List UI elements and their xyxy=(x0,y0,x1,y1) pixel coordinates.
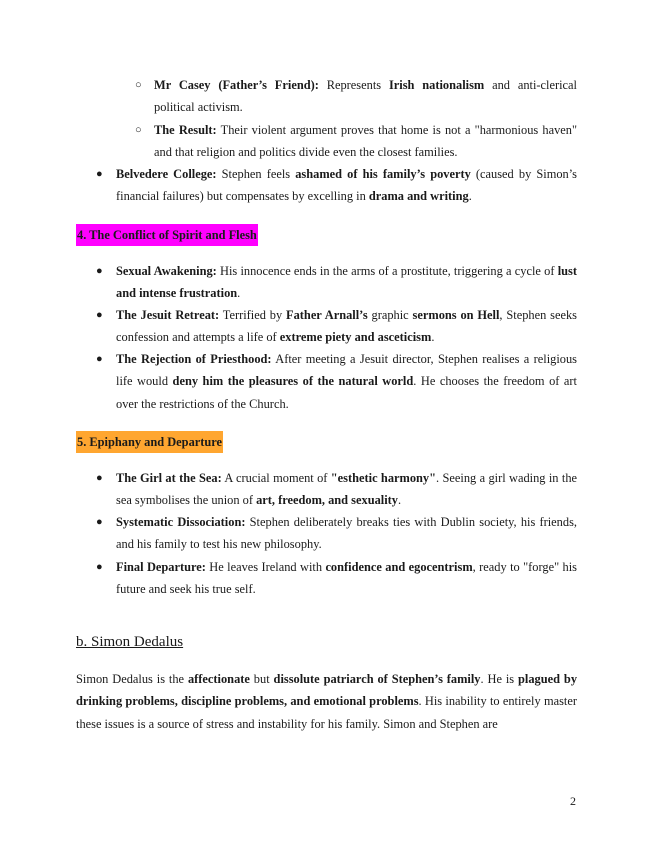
item-label: Belvedere College: xyxy=(116,167,217,181)
list-item-systematic-dissociation: Systematic Dissociation: Stephen deliberately breaks ties with Dublin society, his friends, and his family to test his new philosophy. xyxy=(116,515,577,552)
item-label: The Jesuit Retreat: xyxy=(116,308,220,322)
bullet-marker: ● xyxy=(96,309,103,321)
bullet-marker: ● xyxy=(96,561,103,573)
section-heading-5: 5. Epiphany and Departure xyxy=(76,431,223,453)
list-item-jesuit-retreat: The Jesuit Retreat: Terrified by Father Arnall’s graphic sermons on Hell, Stephen seeks confession and attempts a life of extreme piety and asceticism. xyxy=(116,308,577,345)
item-label: The Girl at the Sea: xyxy=(116,471,222,485)
item-label: The Result: xyxy=(154,123,217,137)
item-label: Sexual Awakening: xyxy=(116,264,217,278)
bullet-marker: ● xyxy=(96,353,103,365)
list-item-final-departure: Final Departure: He leaves Ireland with confidence and egocentrism, ready to "forge" his future and seek his true self. xyxy=(116,560,578,597)
list-item-sexual-awakening: Sexual Awakening: His innocence ends in the arms of a prostitute, triggering a cycle of lust and intense frustration. xyxy=(116,264,577,301)
list-item-the-result: The Result: Their violent argument proves that home is not a "harmonious haven" and that religion and politics divide even the closest families. xyxy=(154,123,578,160)
bullet-marker: ● xyxy=(96,472,103,484)
item-label: Mr Casey (Father’s Friend): xyxy=(154,78,319,92)
bullet-marker: ● xyxy=(96,168,103,180)
section-title-simon-dedalus: b. Simon Dedalus xyxy=(76,634,184,650)
item-label: The Rejection of Priesthood: xyxy=(116,352,272,366)
paragraph-simon-dedalus: Simon Dedalus is the affectionate but dissolute patriarch of Stephen’s family. He is plagued by drinking problems, discipline problems, and emotional problems. His inability to entirely master these issues is a source of stress and instability for his family. Simon and Stephen are xyxy=(76,672,578,731)
list-item-rejection-of-priesthood: The Rejection of Priesthood: After meeting a Jesuit director, Stephen realises a religious life would deny him the pleasures of the natural world. He chooses the freedom of art over the restrictions of the Church. xyxy=(116,352,577,411)
bullet-marker: ● xyxy=(96,265,103,277)
list-item-mr-casey: Mr Casey (Father’s Friend): Represents Irish nationalism and anti-clerical political activism. xyxy=(154,78,577,115)
page-number: 2 xyxy=(570,794,576,808)
sub-bullet-marker: ○ xyxy=(135,79,142,91)
sub-bullet-marker: ○ xyxy=(135,124,142,136)
list-item-belvedere-college: Belvedere College: Stephen feels ashamed of his family’s poverty (caused by Simon’s financial failures) but compensates by excelling in drama and writing. xyxy=(116,167,578,204)
item-label: Systematic Dissociation: xyxy=(116,515,246,529)
bullet-marker: ● xyxy=(96,516,103,528)
section-heading-4: 4. The Conflict of Spirit and Flesh xyxy=(76,224,258,246)
item-label: Final Departure: xyxy=(116,560,206,574)
list-item-girl-at-the-sea: The Girl at the Sea: A crucial moment of "esthetic harmony". Seeing a girl wading in the sea symbolises the union of art, freedom, and sexuality. xyxy=(116,471,578,508)
